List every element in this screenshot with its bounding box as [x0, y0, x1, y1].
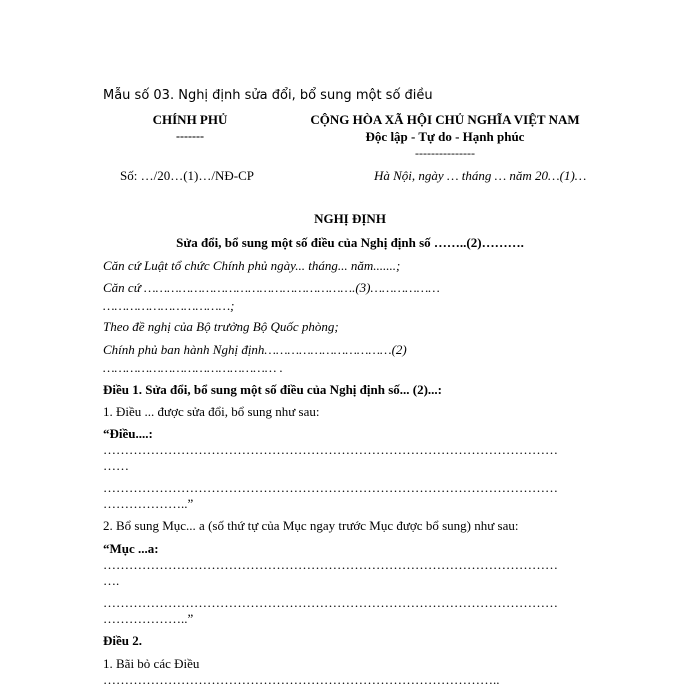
- document-subject: Sửa đổi, bổ sung một số điều của Nghị định số ……..(2)……….: [176, 235, 524, 250]
- preamble-line: Căn cứ Luật tổ chức Chính phủ ngày... tháng... năm.......;: [103, 258, 401, 273]
- fill-in-dots: ……………………………………………………………………………………………: [103, 595, 558, 610]
- fill-in-dots: ……: [103, 458, 129, 473]
- preamble-line: ……………………………………… .: [103, 360, 283, 375]
- issuing-agency: CHÍNH PHỦ: [152, 112, 228, 127]
- article-1-item-2-quote: “Mục ...a:: [103, 541, 159, 556]
- fill-in-dots: ………………..”: [103, 496, 194, 511]
- article-1-item-1-quote: “Điều....:: [103, 426, 153, 441]
- article-1-heading: Điều 1. Sửa đổi, bổ sung một số điều của Nghị định số... (2)...:: [103, 382, 443, 397]
- national-motto: Độc lập - Tự do - Hạnh phúc: [365, 129, 525, 144]
- article-2-item-1: 1. Bãi bỏ các Điều: [103, 656, 200, 671]
- fill-in-dots: ….: [103, 573, 120, 588]
- fill-in-dots: ……………………………………………………………………………………………: [103, 442, 558, 457]
- fill-in-dots: ………………………………………………………………………………..: [103, 672, 500, 687]
- document-number: Số: …/20…(1)…/NĐ-CP: [120, 168, 254, 183]
- preamble-line: Theo đề nghị của Bộ trưởng Bộ Quốc phòng;: [103, 319, 339, 334]
- motto-rule: ---------------: [415, 146, 475, 160]
- preamble-line: Căn cứ ……………………………………………….(3)………………: [103, 280, 440, 295]
- place-and-date: Hà Nội, ngày … tháng … năm 20…(1)…: [374, 168, 587, 183]
- article-1-item-2: 2. Bổ sung Mục... a (số thứ tự của Mục ngay trước Mục được bổ sung) như sau:: [103, 518, 519, 533]
- article-2-heading: Điều 2.: [103, 633, 142, 648]
- fill-in-dots: ………………..”: [103, 611, 194, 626]
- preamble-line: ……………………………;: [103, 298, 235, 313]
- fill-in-dots: ……………………………………………………………………………………………: [103, 480, 558, 495]
- fill-in-dots: ……………………………………………………………………………………………: [103, 557, 558, 572]
- country-name: CỘNG HÒA XÃ HỘI CHỦ NGHĨA VIỆT NAM: [310, 112, 580, 127]
- preamble-line: Chính phủ ban hành Nghị định……………………………(2): [103, 342, 407, 357]
- article-1-item-1: 1. Điều ... được sửa đổi, bổ sung như sau:: [103, 404, 320, 419]
- form-title: Mẫu số 03. Nghị định sửa đổi, bổ sung một số điều: [103, 88, 433, 103]
- issuing-agency-rule: -------: [176, 129, 204, 143]
- document-type: NGHỊ ĐỊNH: [314, 211, 386, 226]
